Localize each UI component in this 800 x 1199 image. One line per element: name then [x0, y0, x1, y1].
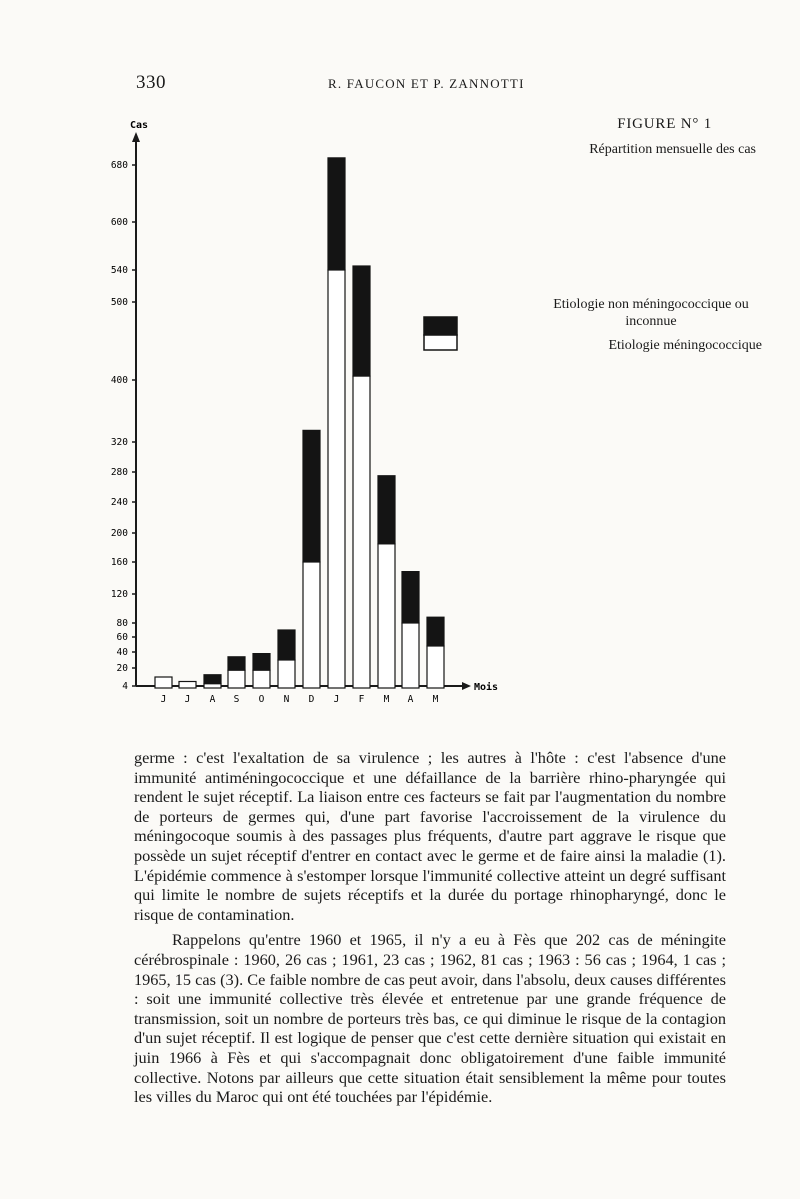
- running-head: R. FAUCON ET P. ZANNOTTI: [328, 76, 525, 91]
- legend-swatch-non-meningococcal: [424, 317, 457, 335]
- x-tick-label: M: [432, 694, 439, 705]
- y-tick-label: 280: [110, 467, 128, 478]
- legend-label-meningococcal: Etiologie méningococcique: [608, 338, 762, 353]
- x-tick-label: A: [407, 694, 414, 705]
- bar-non-meningococcal: [204, 675, 221, 684]
- bar-meningococcal: [228, 670, 245, 688]
- paragraph: germe : c'est l'exaltation de sa virulence ; les autres à l'hôte : c'est l'absence d'une immunité antiméningococcique et une défaillance de la barrière rhino-pharyngée qui rendent le sujet réceptif. La liaison entre ces facteurs se fait par l'augmentation du nombre de porteurs de germes qui, d'une part favorise l'accroissement de la virulence du méningocoque soumis à des passages plus fréquents, d'autre part aggrave le risque que possède un sujet réceptif d'entrer en contact avec le germe et de faire ainsi la maladie (1). L'épidémie commence à s'estomper lorsque l'immunité collective atteint un degré suffisant qui limite le nombre de sujets réceptifs et la durée du portage rhinopharyngé, donc le risque de contamination.: [134, 748, 726, 924]
- bar-non-meningococcal: [228, 657, 245, 670]
- page-number: 330: [136, 72, 166, 93]
- y-tick-label: 680: [110, 160, 128, 171]
- paragraph: Rappelons qu'entre 1960 et 1965, il n'y a eu à Fès que 202 cas de méningite cérébrospinale : 1960, 26 cas ; 1961, 23 cas ; 1962, 81 cas ; 1963 : 56 cas ; 1964, 1 cas ; 1965, 15 cas (3). Ce faible nombre de cas peut avoir, dans l'absolu, deux causes différentes : soit une immunité collective très élevée et entretenue par une grande fréquence de transmission, soit un nombre de porteurs très bas, ce qui diminue le risque de la contagion d'un sujet réceptif. Il est logique de penser que c'est cette dernière situation qui existait en juin 1966 à Fès et qui s'accompagnait donc obligatoirement d'une faible immunité collective. Notons par ailleurs que cette situation était sensiblement la même pour toutes les villes du Maroc qui ont été touchées par l'épidémie.: [134, 930, 726, 1107]
- bar-meningococcal: [378, 544, 395, 688]
- bar-meningococcal: [353, 376, 370, 688]
- y-tick-label: 120: [110, 589, 128, 600]
- x-tick-label: S: [233, 694, 240, 705]
- y-tick-label: 240: [110, 497, 128, 508]
- bar-meningococcal: [278, 660, 295, 688]
- y-tick-label: 60: [116, 632, 128, 643]
- y-tick-label: 80: [116, 618, 128, 629]
- bar-non-meningococcal: [278, 630, 295, 660]
- x-axis-arrow-icon: [462, 682, 471, 690]
- y-tick-label: 4: [122, 681, 128, 692]
- bar-meningococcal: [328, 270, 345, 688]
- bar-meningococcal: [402, 623, 419, 688]
- legend-swatch: [424, 317, 457, 350]
- x-tick-label: A: [209, 694, 216, 705]
- bar-non-meningococcal: [253, 654, 270, 671]
- bar-meningococcal: [204, 684, 221, 688]
- y-tick-label: 160: [110, 557, 128, 568]
- bar-non-meningococcal: [328, 158, 345, 270]
- y-tick-label: 600: [110, 217, 128, 228]
- bar-non-meningococcal: [303, 430, 320, 562]
- y-tick-label: 540: [110, 265, 128, 276]
- x-tick-label: O: [258, 694, 265, 705]
- x-tick-label: N: [283, 694, 290, 705]
- x-axis-label: Mois: [474, 682, 499, 693]
- x-tick-label: J: [333, 694, 340, 705]
- legend-swatch-meningococcal: [424, 335, 457, 350]
- y-tick-label: 320: [110, 437, 128, 448]
- y-tick-label: 400: [110, 375, 128, 386]
- bar-meningococcal: [155, 677, 172, 688]
- bar-non-meningococcal: [353, 266, 370, 376]
- x-tick-label: J: [160, 694, 167, 705]
- bar-meningococcal: [179, 682, 196, 689]
- bar-meningococcal: [427, 646, 444, 688]
- y-tick-label: 40: [116, 647, 128, 658]
- x-tick-label: M: [383, 694, 390, 705]
- figure-title: FIGURE N° 1: [617, 116, 712, 132]
- figure-caption: Répartition mensuelle des cas: [589, 142, 756, 157]
- bar-meningococcal: [303, 562, 320, 688]
- y-tick-label: 200: [110, 528, 128, 539]
- y-axis-arrow-icon: [132, 132, 140, 142]
- x-tick-label: F: [358, 694, 365, 705]
- y-axis-label: Cas: [130, 120, 149, 131]
- legend-label-non-meningococcal: Etiologie non méningococcique ou inconnue: [553, 297, 749, 329]
- bar-meningococcal: [253, 670, 270, 688]
- article-body: [134, 748, 726, 1107]
- y-tick-label: 500: [110, 297, 128, 308]
- y-tick-label: 20: [116, 663, 128, 674]
- bar-non-meningococcal: [427, 617, 444, 646]
- bar-non-meningococcal: [378, 476, 395, 544]
- x-tick-label: D: [308, 694, 315, 705]
- bar-non-meningococcal: [402, 572, 419, 623]
- x-tick-label: J: [184, 694, 191, 705]
